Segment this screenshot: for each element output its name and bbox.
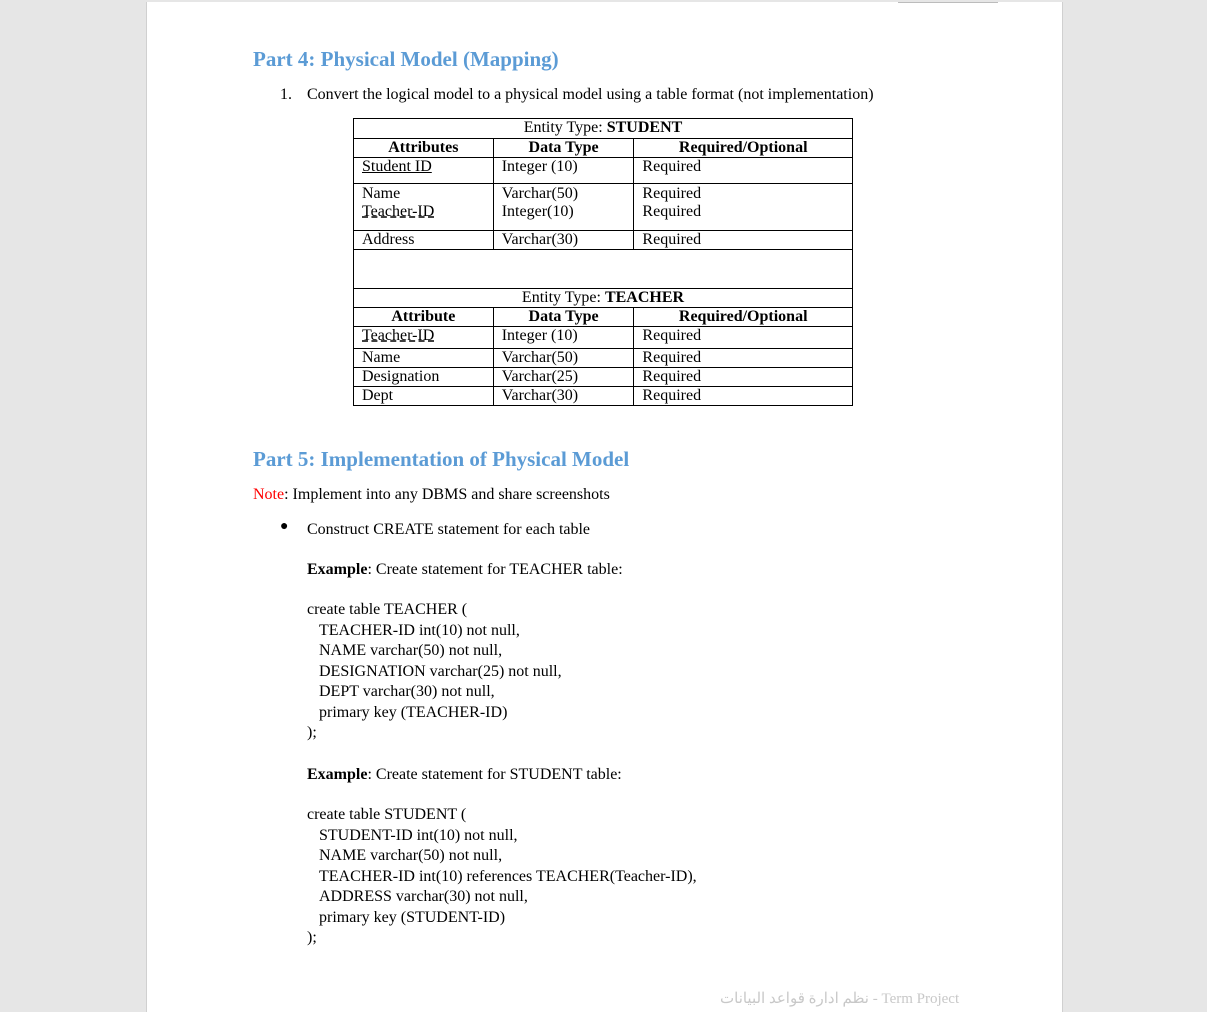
- cell-required: Required: [634, 158, 853, 184]
- example-label: Example: [307, 766, 368, 783]
- cell-type: Varchar(50): [493, 184, 634, 204]
- example1-text: : Create statement for TEACHER table:: [367, 561, 623, 578]
- column-header: Data Type: [493, 139, 634, 158]
- header-rule: [898, 2, 998, 3]
- note-line: [253, 485, 610, 505]
- cell-attribute: Name: [354, 184, 494, 204]
- cell-type: Varchar(30): [493, 230, 634, 249]
- cell-attribute: Student ID: [362, 158, 432, 175]
- cell-required: Required: [634, 230, 853, 249]
- note-label: Note: [253, 486, 285, 503]
- column-header: Required/Optional: [634, 307, 853, 326]
- note-text: : Implement into any DBMS and share screenshots: [284, 486, 610, 503]
- code-line: STUDENT-ID int(10) not null,: [319, 826, 518, 844]
- cell-type: Integer (10): [493, 158, 634, 184]
- part4-heading: Part 4: Physical Model (Mapping): [253, 47, 559, 71]
- column-header: Required/Optional: [634, 139, 853, 158]
- cell-attribute: Dept: [354, 386, 494, 405]
- cell-type: Varchar(25): [493, 367, 634, 386]
- entity-title-prefix: Entity Type:: [521, 288, 605, 306]
- code-line: );: [307, 929, 317, 946]
- entity-title-name: STUDENT: [606, 119, 683, 136]
- table-spacer-row: [354, 249, 853, 288]
- code-line: );: [307, 724, 317, 741]
- table-row: [354, 230, 853, 249]
- cell-attribute: Name: [354, 348, 494, 367]
- cell-attribute: Teacher-ID: [362, 326, 435, 344]
- cell-type: Integer(10): [493, 203, 634, 230]
- cell-attribute: Teacher-ID: [362, 203, 435, 220]
- code-line: create table STUDENT (: [307, 806, 467, 823]
- table-row: [354, 386, 853, 405]
- table-row: [354, 184, 853, 204]
- table-row: [354, 367, 853, 386]
- column-header: Attributes: [354, 139, 494, 158]
- page-footer: نظم ادارة قواعد البيانات - Term Project: [720, 991, 960, 1007]
- code-block-teacher: [307, 600, 562, 744]
- code-line: DESIGNATION varchar(25) not null,: [319, 662, 562, 680]
- table-title-row: [354, 119, 853, 139]
- table-title-row: [354, 288, 853, 307]
- cell-required: Required: [634, 348, 853, 367]
- cell-type: Integer (10): [493, 326, 634, 348]
- cell-required: Required: [634, 367, 853, 386]
- example2-line: [307, 765, 622, 785]
- code-line: primary key (TEACHER-ID): [319, 703, 508, 721]
- table-row: [354, 203, 853, 230]
- code-line: TEACHER-ID int(10) references TEACHER(Teacher-ID),: [319, 867, 697, 885]
- bullet-text: Construct CREATE statement for each table: [307, 521, 591, 538]
- list-item-text: Convert the logical model to a physical model using a table format (not implementation): [307, 86, 874, 103]
- example2-text: : Create statement for STUDENT table:: [367, 766, 622, 783]
- code-line: NAME varchar(50) not null,: [319, 847, 503, 864]
- code-line: primary key (STUDENT-ID): [319, 908, 506, 926]
- entity-title-name: TEACHER: [604, 288, 685, 306]
- code-line: NAME varchar(50) not null,: [319, 642, 503, 659]
- code-line: DEPT varchar(30) not null,: [319, 683, 495, 700]
- cell-required: Required: [634, 184, 853, 204]
- cell-type: Varchar(50): [493, 348, 634, 367]
- column-header: Attribute: [354, 307, 494, 326]
- example-label: Example: [307, 561, 368, 578]
- column-header: Data Type: [493, 307, 634, 326]
- entity-title-prefix: Entity Type:: [523, 119, 607, 136]
- table-row: [354, 326, 853, 348]
- cell-required: Required: [634, 203, 853, 230]
- code-line: create table TEACHER (: [307, 601, 468, 618]
- cell-type: Varchar(30): [493, 386, 634, 405]
- cell-required: Required: [634, 326, 853, 348]
- cell-attribute: Designation: [354, 367, 494, 386]
- list-number: 1.: [280, 86, 292, 103]
- table-header-row: [354, 139, 853, 158]
- student-entity-table: [353, 118, 853, 406]
- cell-attribute: Address: [354, 230, 494, 249]
- cell-required: Required: [634, 386, 853, 405]
- code-line: TEACHER-ID int(10) not null,: [319, 621, 520, 639]
- table-row: [354, 158, 853, 184]
- example1-line: [307, 560, 623, 580]
- part5-heading: Part 5: Implementation of Physical Model: [253, 447, 630, 471]
- code-block-student: [307, 805, 697, 949]
- table-header-row: [354, 307, 853, 326]
- bullet-dot-icon: ●: [280, 519, 289, 534]
- table-row: [354, 348, 853, 367]
- code-line: ADDRESS varchar(30) not null,: [319, 888, 528, 905]
